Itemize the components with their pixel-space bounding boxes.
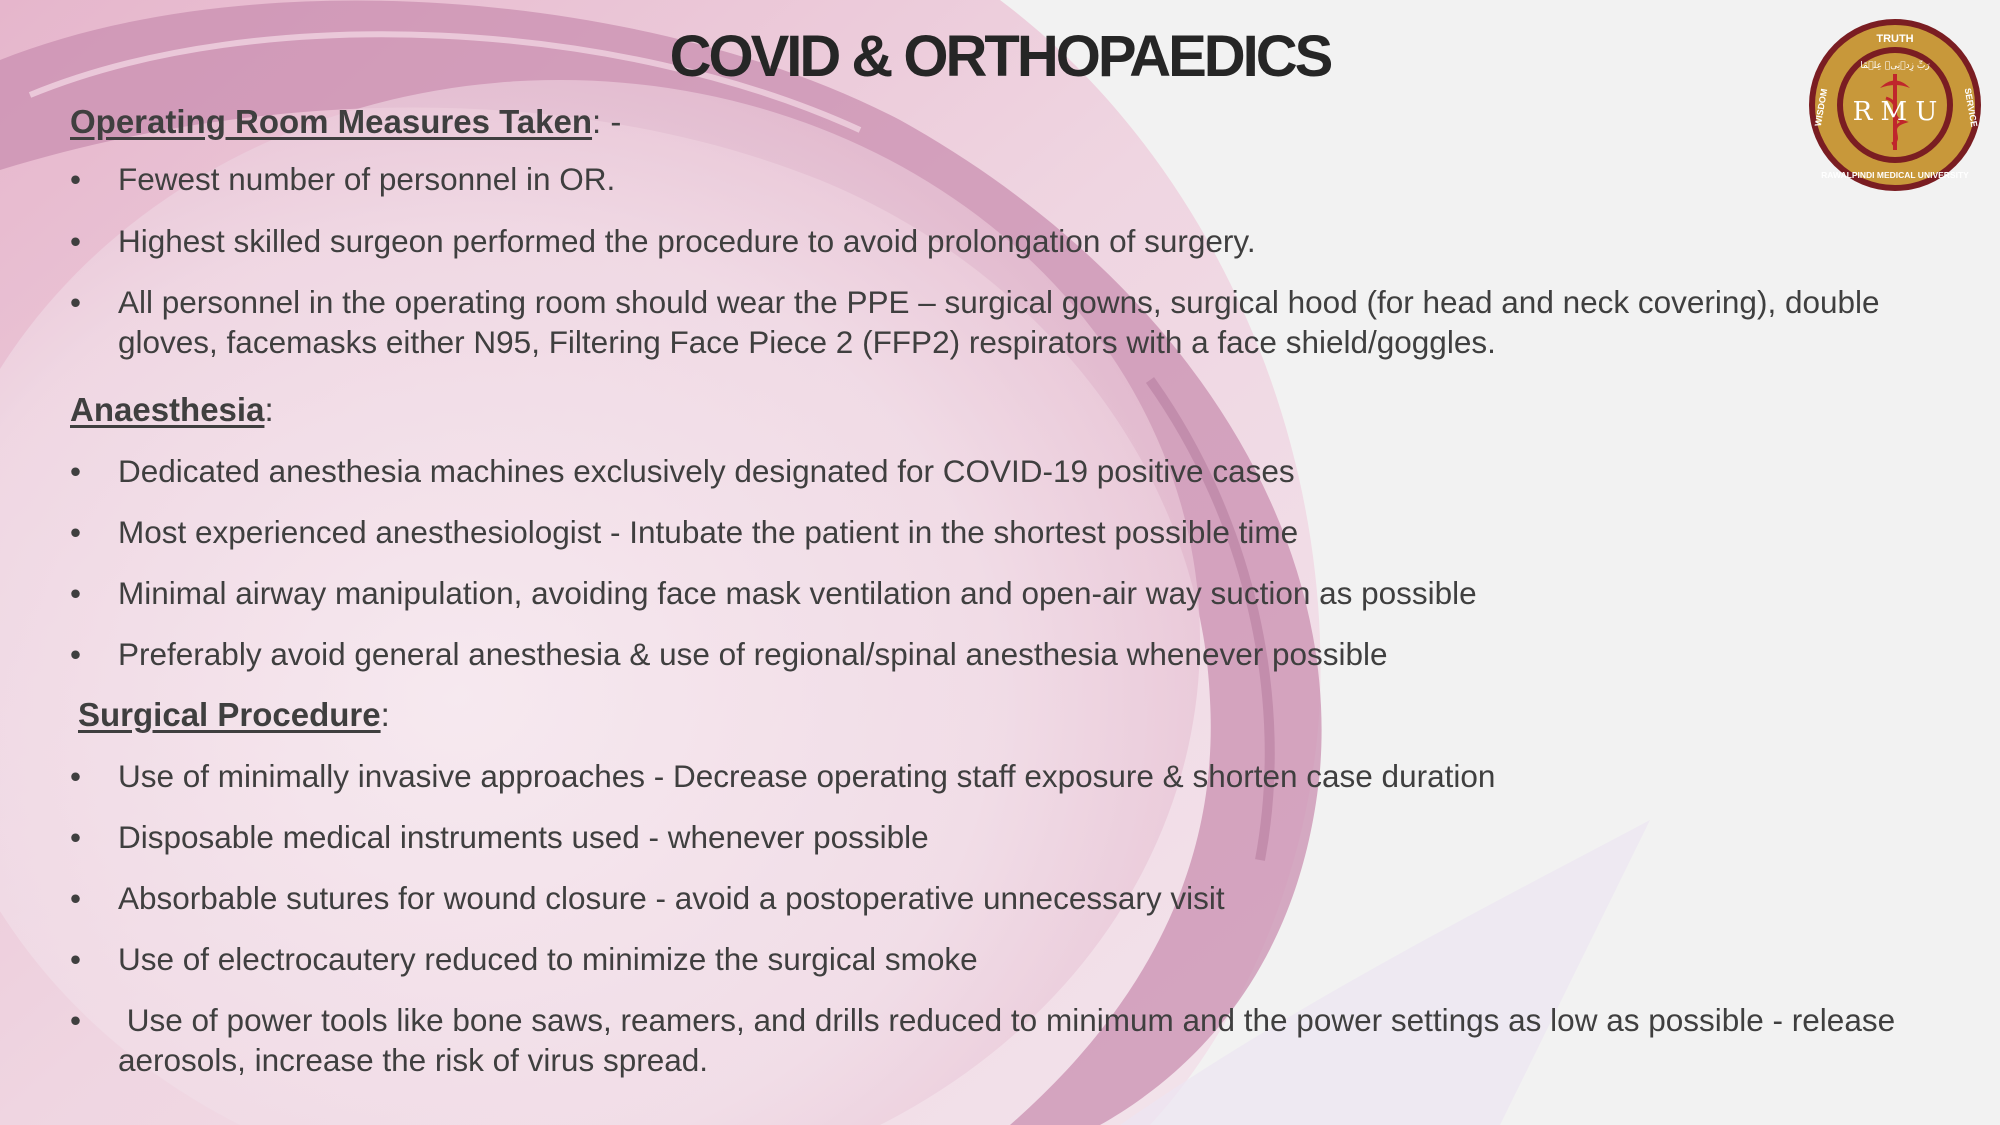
- list-item: [70, 512, 1970, 552]
- item-text: Highest skilled surgeon performed the procedure to avoid prolongation of surgery.: [118, 223, 1256, 259]
- item-text: Use of electrocautery reduced to minimize the surgical smoke: [118, 941, 978, 977]
- list-item: [70, 939, 1970, 979]
- seal-left-text: WISDOM: [1812, 87, 1830, 128]
- item-text: Dedicated anesthesia machines exclusively designated for COVID-19 positive cases: [118, 453, 1295, 489]
- slide-content: [70, 102, 1970, 1080]
- seal-bottom-text: RAWALPINDI MEDICAL UNIVERSITY: [1821, 170, 1969, 180]
- item-text: Most experienced anesthesiologist - Intubate the patient in the shortest possible time: [118, 514, 1299, 550]
- slide-title: COVID & ORTHOPAEDICS: [669, 24, 1331, 89]
- list-item: [70, 1000, 1970, 1080]
- bullet: •: [70, 758, 82, 794]
- bullet: •: [70, 161, 82, 197]
- seal-right-text: SERVICE: [1962, 87, 1980, 128]
- list-item: [70, 634, 1970, 674]
- bullet: •: [70, 223, 82, 259]
- item-text: Minimal airway manipulation, avoiding face mask ventilation and open-air way suction as possible: [118, 575, 1477, 611]
- list-item: [70, 451, 1970, 491]
- item-text: Use of power tools like bone saws, reamers, and drills reduced to minimum and the power settings as low as possible - release aerosols, increase the risk of virus spread.: [118, 1002, 1904, 1078]
- list-item: [70, 573, 1970, 613]
- list-item: [70, 878, 1970, 918]
- item-text: All personnel in the operating room should wear the PPE – surgical gowns, surgical hood (for head and neck covering), double gloves, facemasks either N95, Filtering Face Piece 2 (FFP2) respirators with a face shield/goggles.: [118, 284, 1880, 360]
- item-text: Fewest number of personnel in OR.: [118, 161, 616, 197]
- list-item: [70, 756, 1970, 796]
- seal-motto: رَبِّ زِدۡنِیۡ عِلۡمًا: [1860, 61, 1930, 71]
- heading-text: Operating Room Measures Taken: [70, 103, 593, 140]
- list-item: [70, 282, 1970, 362]
- bullet: •: [70, 819, 82, 855]
- item-text: Preferably avoid general anesthesia & use of regional/spinal anesthesia whenever possible: [118, 636, 1388, 672]
- seal-monogram: R M U: [1852, 97, 1938, 127]
- bullet: •: [70, 453, 82, 489]
- section-operating-room: [70, 102, 1970, 362]
- bullet: •: [70, 575, 82, 611]
- section-anaesthesia: [70, 390, 1970, 674]
- bullet: •: [70, 636, 82, 672]
- item-text: Disposable medical instruments used - whenever possible: [118, 819, 929, 855]
- item-text: Absorbable sutures for wound closure - avoid a postoperative unnecessary visit: [118, 880, 1225, 916]
- section-heading: [70, 390, 1970, 430]
- list-item: [70, 221, 1970, 261]
- heading-text: Surgical Procedure: [78, 696, 381, 733]
- list-item: [70, 817, 1970, 857]
- heading-suffix: : -: [592, 103, 622, 140]
- heading-suffix: :: [264, 391, 274, 428]
- item-text: Use of minimally invasive approaches - Decrease operating staff exposure & shorten case duration: [118, 758, 1496, 794]
- section-heading: [70, 102, 1970, 142]
- bullet: •: [70, 514, 82, 550]
- list-item: [70, 159, 1970, 199]
- bullet: •: [70, 941, 82, 977]
- heading-suffix: :: [380, 696, 390, 733]
- seal-top-text: TRUTH: [1876, 33, 1914, 45]
- heading-text: Anaesthesia: [70, 391, 265, 428]
- section-heading: [70, 695, 1970, 735]
- bullet: •: [70, 284, 82, 320]
- section-surgical-procedure: [70, 695, 1970, 1080]
- bullet: •: [70, 1002, 82, 1038]
- bullet: •: [70, 880, 82, 916]
